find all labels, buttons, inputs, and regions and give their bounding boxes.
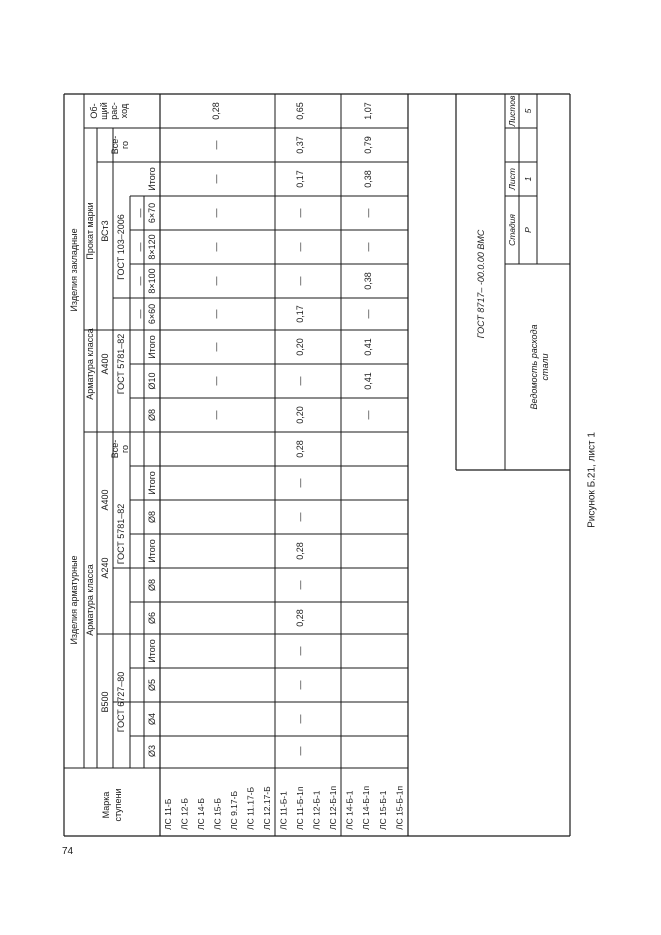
rolled-header: Прокат марки [85, 202, 95, 260]
column-header: Ø5 [147, 678, 157, 692]
column-header: Итого [147, 639, 157, 663]
column-header: Итого [147, 471, 157, 495]
value-cell: 0,17 [295, 170, 305, 188]
column-header: 8×100 [147, 268, 157, 294]
column-header: Итого [147, 335, 157, 359]
mark-label: ЛС 11-Б-1п [294, 786, 305, 830]
rebar-class-header: Арматура класса [85, 564, 95, 636]
vsego-header-right: го [120, 140, 130, 150]
mark-label: ЛС 15-Б-1 [377, 790, 388, 830]
mark-label: ЛС 15-Б [212, 798, 223, 830]
vsego-header: Все- [110, 439, 120, 459]
value-cell: 0,28 [295, 609, 305, 627]
value-cell: 0,20 [295, 406, 305, 424]
value-cell: — [295, 580, 305, 590]
rebar-group-header: Изделия арматурные [69, 555, 79, 645]
total-header: Об- [89, 103, 99, 119]
value-cell: — [211, 342, 221, 352]
mark-label: ЛС 9.17-Б [228, 790, 239, 830]
column-dash: — [135, 242, 145, 252]
mark-label: ЛС 12-Б [179, 798, 190, 830]
sheet-value: 1 [523, 176, 533, 182]
gost-6727: ГОСТ 6727–80 [116, 671, 126, 733]
sheets-value: 5 [523, 108, 533, 114]
value-cell: — [211, 309, 221, 319]
class-a400: А400 [100, 489, 110, 511]
value-cell: — [211, 174, 221, 184]
value-cell: — [211, 242, 221, 252]
document-name: стали [540, 353, 550, 381]
column-header: 8×120 [147, 234, 157, 260]
value-cell: 0,28 [295, 440, 305, 458]
total-header: ход [119, 103, 129, 119]
stage-label: Стадия [507, 214, 517, 246]
column-header: Ø6 [147, 611, 157, 625]
value-cell: 0,41 [363, 372, 373, 390]
gost-5781-embedded: ГОСТ 5781–82 [116, 333, 126, 395]
rebar-class-header-embedded: Арматура класса [85, 328, 95, 400]
value-cell: — [295, 242, 305, 252]
page-number: 74 [62, 846, 74, 857]
value-cell: — [295, 208, 305, 218]
mark-label: ЛС 11-Б [163, 798, 174, 830]
column-dash: — [135, 276, 145, 286]
embedded-group-header: Изделия закладные [69, 228, 79, 312]
column-header: Ø4 [147, 712, 157, 726]
value-cell: — [295, 646, 305, 656]
document-code: ГОСТ 8717– -00.0.00 ВМС [476, 229, 486, 339]
value-cell: 0,65 [295, 102, 305, 120]
value-cell: 0,28 [211, 102, 221, 120]
value-cell: 0,37 [295, 136, 305, 154]
stage-value: Р [523, 227, 533, 233]
value-cell: 1,07 [363, 102, 373, 120]
mark-label: ЛС 15-Б-1п [394, 785, 405, 830]
value-cell: — [363, 309, 373, 319]
column-header: Итого [147, 539, 157, 563]
value-cell: — [211, 376, 221, 386]
column-header: Ø10 [147, 372, 157, 390]
mark-label: ЛС 14-Б [196, 798, 207, 830]
value-cell: — [295, 276, 305, 286]
sheets-label: Листов [507, 95, 517, 127]
value-cell: — [363, 208, 373, 218]
value-cell: — [295, 512, 305, 522]
mark-label: ЛС 12.17-Б [261, 786, 272, 830]
value-cell: — [295, 680, 305, 690]
gost-5781: ГОСТ 5781–82 [116, 503, 126, 565]
mark-header: ступени [113, 788, 123, 822]
document-name: Ведомость расхода [529, 324, 539, 410]
value-cell: — [363, 410, 373, 420]
value-cell: — [211, 208, 221, 218]
mark-header: Марка [101, 791, 111, 819]
column-header: Ø8 [147, 408, 157, 422]
vsego-header: го [120, 444, 130, 454]
value-cell: 0,20 [295, 338, 305, 356]
mark-label: ЛС 14-Б-1 [344, 790, 355, 830]
figure-caption: Рисунок Б.21, лист 1 [586, 432, 598, 528]
steel-grade: ВСт3 [100, 220, 110, 242]
value-cell: 0,41 [363, 338, 373, 356]
value-cell: 0,17 [295, 305, 305, 323]
value-cell: 0,38 [363, 170, 373, 188]
value-cell: — [211, 276, 221, 286]
value-cell: 0,79 [363, 136, 373, 154]
class-b500: В500 [100, 691, 110, 713]
class-a240: А240 [100, 557, 110, 579]
mark-label: ЛС 14-Б-1п [361, 785, 372, 830]
vsego-header-right: Все- [110, 135, 120, 155]
gost-103: ГОСТ 103–2006 [116, 214, 126, 280]
column-header: 6×70 [147, 202, 157, 224]
value-cell: — [295, 376, 305, 386]
total-header: щий [99, 102, 109, 120]
mark-label: ЛС 12-Б-1 [311, 790, 322, 830]
table-text [69, 95, 598, 830]
value-cell: — [295, 746, 305, 756]
total-header: рас- [109, 102, 119, 120]
value-cell: — [211, 410, 221, 420]
column-header: Ø8 [147, 510, 157, 524]
value-cell: 0,28 [295, 542, 305, 560]
value-cell: — [211, 140, 221, 150]
value-cell: — [295, 714, 305, 724]
column-header: Ø3 [147, 744, 157, 758]
column-dash: — [135, 309, 145, 319]
value-cell: — [295, 478, 305, 488]
mark-label: ЛС 11.17-Б [245, 786, 256, 830]
value-cell: 0,38 [363, 272, 373, 290]
sheet-label: Лист [507, 168, 517, 190]
column-header: Ø8 [147, 578, 157, 592]
mark-label: ЛС 11-Б-1 [278, 791, 289, 830]
column-header: 6×60 [147, 303, 157, 325]
value-cell: — [363, 242, 373, 252]
column-header: Итого [147, 167, 157, 191]
class-a400-embedded: А400 [100, 353, 110, 375]
mark-label: ЛС 12-Б-1п [327, 785, 338, 830]
table-grid [64, 94, 570, 836]
column-dash: — [135, 208, 145, 218]
